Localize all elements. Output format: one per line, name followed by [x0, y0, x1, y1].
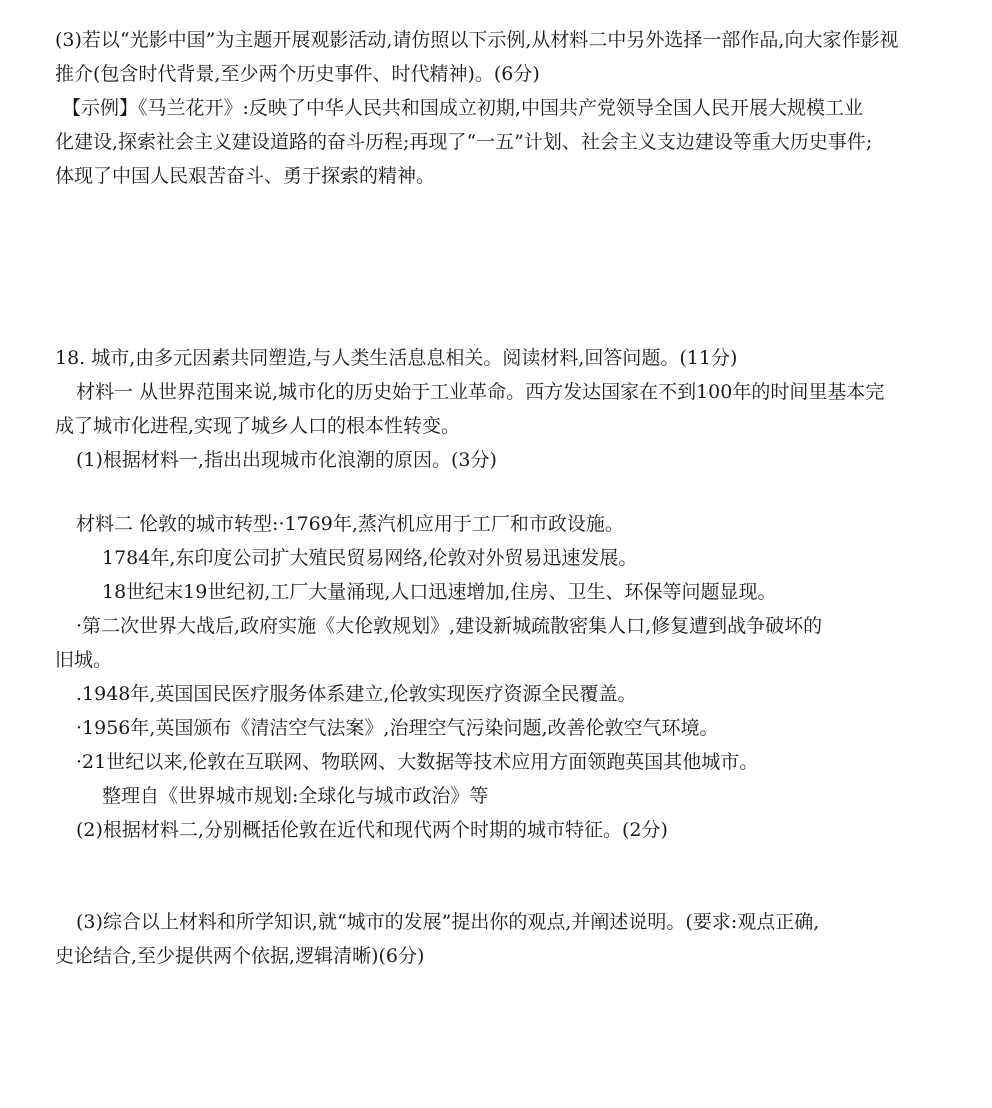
- q18-sub-question-1: (1)根据材料一,指出出现城市化浪潮的原因。(3分): [76, 449, 497, 471]
- q18-sub-question-3-line: (3)综合以上材料和所学知识,就“城市的发展”提出你的观点,并阐述说明。(要求:观点正确,: [76, 911, 820, 933]
- q18-material2-line: ·1956年,英国颁布《清洁空气法案》,治理空气污染问题,改善伦敦空气环境。: [76, 717, 719, 739]
- q18-material2-line: 1784年,东印度公司扩大殖民贸易网络,伦敦对外贸易迅速发展。: [102, 547, 638, 569]
- q18-material2-line: ·21世纪以来,伦敦在互联网、物联网、大数据等技术应用方面领跑英国其他城市。: [76, 751, 759, 773]
- q17-3-example-line: 体现了中国人民艰苦奋斗、勇于探索的精神。: [55, 165, 436, 187]
- q18-material2-line: ·第二次世界大战后,政府实施《大伦敦规划》,建设新城疏散密集人口,修复遭到战争破坏的: [76, 615, 823, 637]
- q17-3-question-line: (3)若以“光影中国”为主题开展观影活动,请仿照以下示例,从材料二中另外选择一部作品,向大家作影视: [55, 29, 899, 51]
- q18-sub-question-3-line: 史论结合,至少提供两个依据,逻辑清晰)(6分): [55, 945, 425, 967]
- q17-3-example-line: 化建设,探索社会主义建设道路的奋斗历程;再现了“一五”计划、社会主义支边建设等重大历史事件;: [55, 131, 873, 153]
- q17-3-example-line: 【示例】《马兰花开》:反映了中华人民共和国成立初期,中国共产党领导全国人民开展大规模工业: [62, 97, 863, 119]
- q18-material2-line: 旧城。: [55, 649, 113, 671]
- q18-material2-line: .1948年,英国国民医疗服务体系建立,伦敦实现医疗资源全民覆盖。: [76, 683, 637, 705]
- q18-source-citation: 整理自《世界城市规划:全球化与城市政治》等: [102, 785, 489, 807]
- q18-material2-line: 材料二 伦敦的城市转型:·1769年,蒸汽机应用于工厂和市政设施。: [76, 513, 624, 535]
- q17-3-question-line: 推介(包含时代背景,至少两个历史事件、时代精神)。(6分): [55, 63, 540, 85]
- q18-material2-line: 18世纪末19世纪初,工厂大量涌现,人口迅速增加,住房、卫生、环保等问题显现。: [102, 581, 777, 603]
- q18-stem: 18. 城市,由多元因素共同塑造,与人类生活息息相关。阅读材料,回答问题。(11分): [55, 347, 738, 369]
- q18-material1-line: 成了城市化进程,实现了城乡人口的根本性转变。: [55, 415, 461, 437]
- q18-material1-line: 材料一 从世界范围来说,城市化的历史始于工业革命。西方发达国家在不到100年的时间里基本完: [76, 381, 885, 403]
- q18-sub-question-2: (2)根据材料二,分别概括伦敦在近代和现代两个时期的城市特征。(2分): [76, 819, 668, 841]
